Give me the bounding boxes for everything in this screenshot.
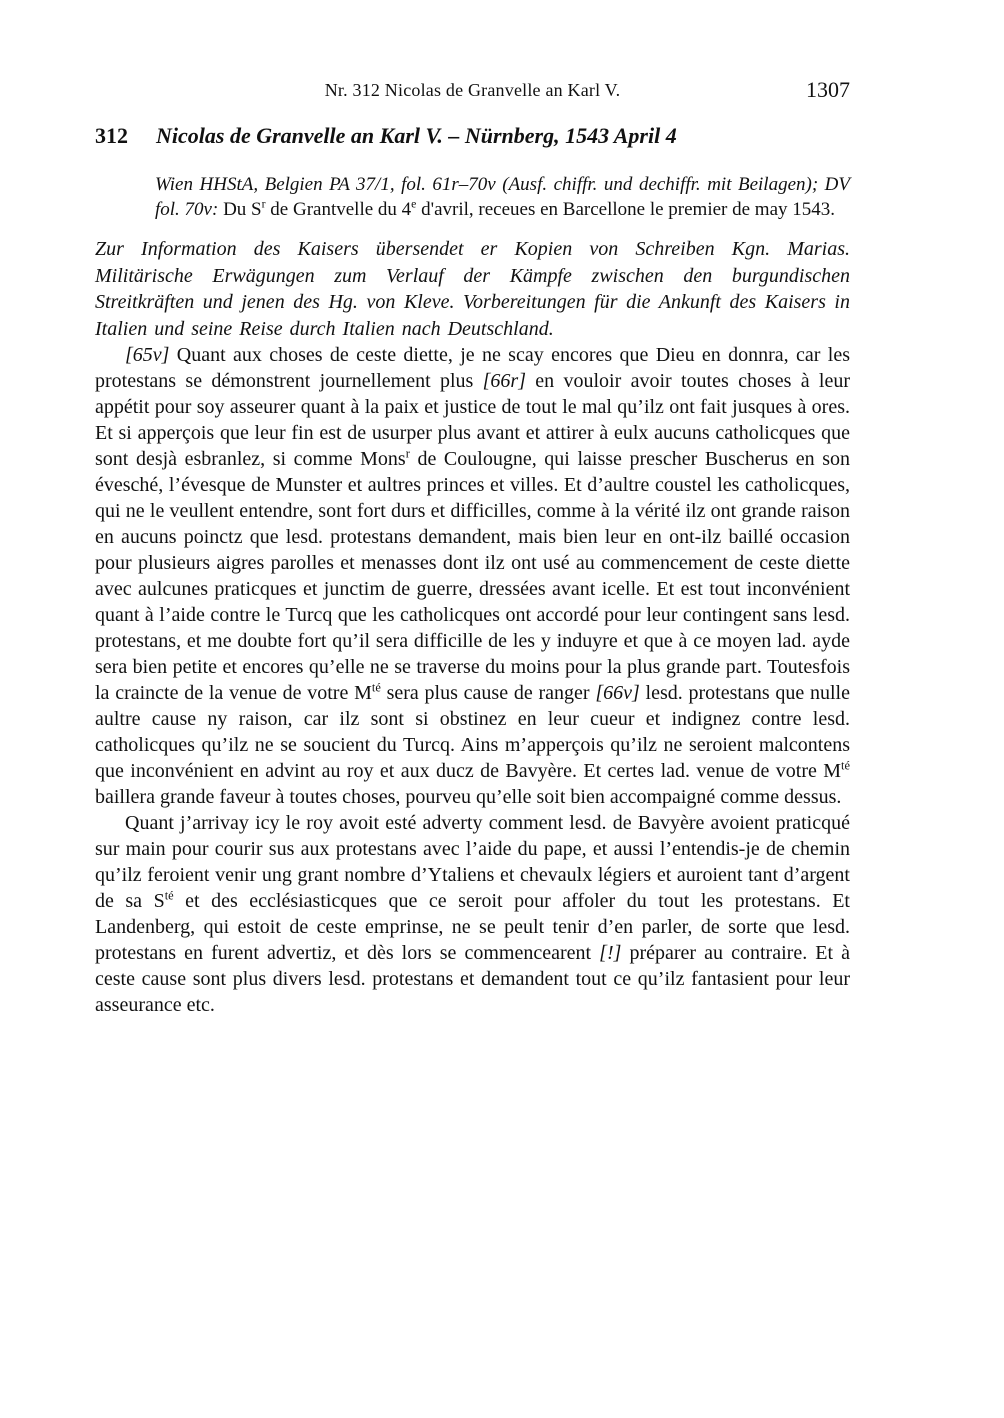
letter-paragraph-2: Quant j’arrivay icy le roy avoit esté adverty comment lesd. de Bavyère avoient praticqué sur main pour courir sus aux protestans avec l’aide du pape, et aussi l’entendis-je de chemin qu’ilz feroient venir ung grant nombre d’Ytaliens et chevaulx légiers et auroient tant d’argent de sa $S^{té}$ et des ecclésiasticques que ce seroit pour affoler du tout les protestans. Et Landenberg, qui estoit de ceste emprinse, ne se peult tenir d’en parler, de sorte que lesd. protestans en furent advertiz, et dès lors se commencearent [!] préparer au contraire. Et à ceste cause sont plus divers lesd. protestans et demandent tout ce qu’ilz fantasient pour leur asseurance etc. xyxy=(95,812,850,1016)
entry-number: 312 xyxy=(95,123,128,148)
letter-paragraph-1: [65v] Quant aux choses de ceste diette, je ne scay encores que Dieu en donnra, car les protestans se démonstrent journellement plus [66r] en vouloir avoir toutes choses à leur appétit pour soy asseurer quant à la paix et justice de tout le mal qu’ilz ont fait jusques à ores. Et si apperçois que leur fin est de usurper plus avant et attirer à eulx aucuns catholicques que sont desjà esbranlez, si comme Mons$^r$ de Coulougne, qui laisse prescher Buscherus en son évesché, l’évesque de Munster et aultres princes et villes. Et d’aultre coustel les catholicques, qui ne le veullent entendre, sont fort durs et difficilles, comme à la vérité ilz ont grande raison en aucuns poinctz que lesd. protestans demandent, mais bien leur en ont-ilz baillé occasion pour plusieurs aigres parolles et menasses dont ilz ont usé au commencement de ceste diette avec aulcunes praticques et junctim de guerre, dressées avant icelle. Et est tout inconvénient quant à l’aide contre le Turcq que les catholicques ont accordé pour leur contingent sans lesd. protestans, et me doubte fort qu’il sera difficille de les y induyre et que à ce moyen lad. ayde sera bien petite et encores qu’elle ne se traverse du moins pour la plus grande part. Toutesfois la craincte de la venue de votre $M^{té}$ sera plus cause de ranger [66v] lesd. protestans que nulle aultre cause ny raison, car ilz sont si obstinez en leur cueur et indignez contre lesd. catholicques qu’ilz ne se soucient du Turcq. Ains m’apperçois qu’ilz ne seroient malcontens que inconvénient en advint au roy et aux ducz de Bavyère. Et certes lad. venue de votre $M^{té}$ baillera grande faveur à toutes choses, pourveu qu’elle soit bien accompaigné comme dessus. xyxy=(95,344,851,808)
summary-abstract: Zur Information des Kaisers übersendet er Kopien von Schreiben Kgn. Marias. Militärische Erwägungen zum Verlauf der Kämpfe zwischen den burgundischen Streitkräften und jenen des Hg. von Kleve. Vorbereitungen für die Ankunft des Kaisers in Italien und seine Reise durch Italien nach Deutschland. xyxy=(95,238,850,340)
entry-heading xyxy=(95,122,850,150)
text-column xyxy=(95,77,851,1018)
page-number: 1307 xyxy=(806,77,850,102)
entry-title: Nicolas de Granvelle an Karl V. – Nürnberg, 1543 April 4 xyxy=(156,123,677,148)
running-header xyxy=(95,77,850,106)
archival-source-note: Wien HHStA, Belgien PA 37/1, fol. 61r–70v (Ausf. chiffr. und dechiffr. mit Beilagen); DV fol. 70v: Du $S^r$ de Grantvelle du 4e d'avril, receues en Barcellone le premier de may 1543. xyxy=(155,174,850,220)
running-title: Nr. 312 Nicolas de Granvelle an Karl V. xyxy=(324,80,621,100)
